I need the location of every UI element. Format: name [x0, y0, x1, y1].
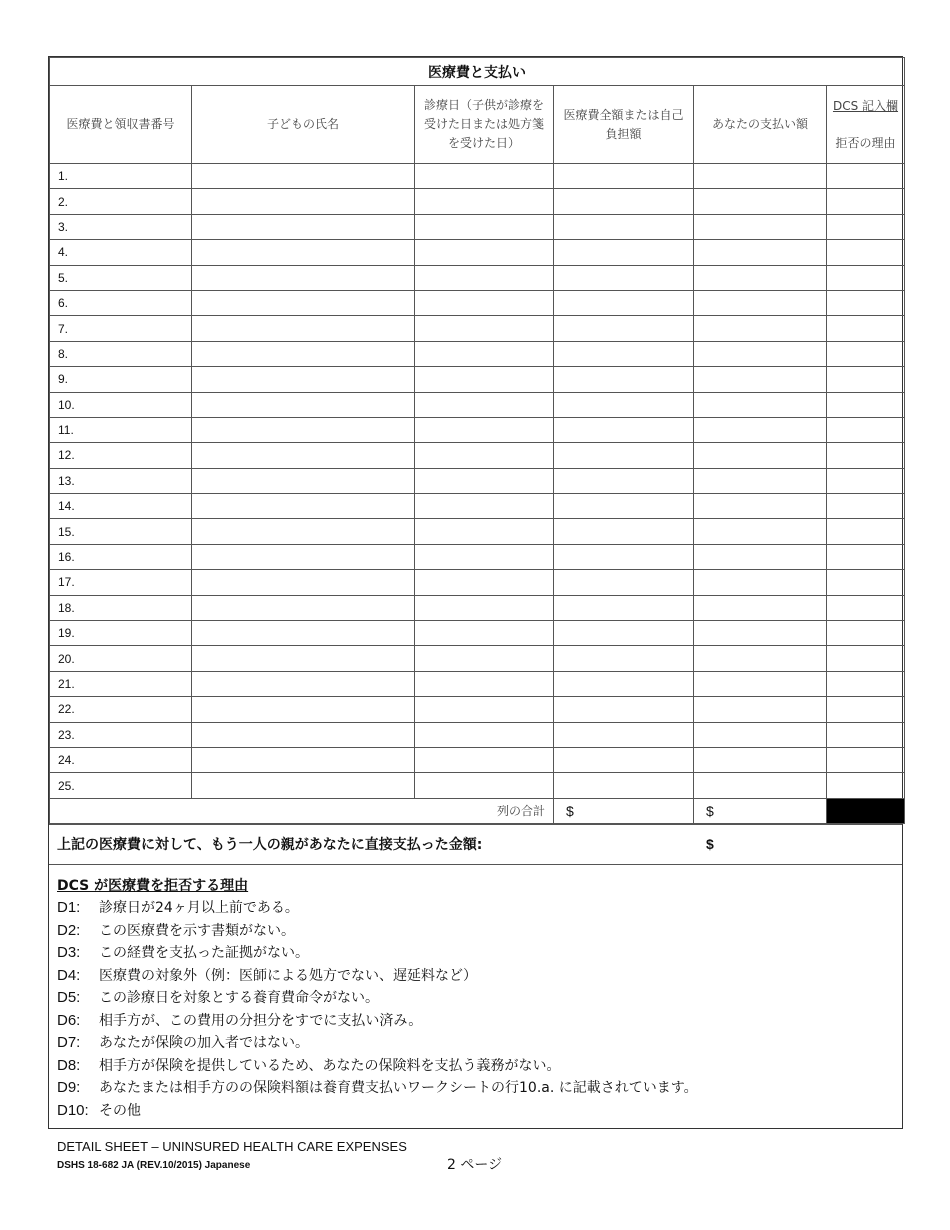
service-date-cell[interactable]	[415, 316, 554, 341]
row-number: 23.	[50, 722, 192, 747]
paid-amount-cell[interactable]	[694, 570, 827, 595]
service-date-cell[interactable]	[415, 646, 554, 671]
table-row	[50, 595, 905, 620]
header-child-name: 子どもの氏名	[192, 86, 415, 164]
paid-amount-cell[interactable]	[694, 747, 827, 772]
dcs-reason-cell[interactable]	[827, 392, 905, 417]
reason-item	[57, 987, 894, 1010]
service-date-cell[interactable]	[415, 265, 554, 290]
total-amount-cell[interactable]	[554, 697, 694, 722]
row-number: 15.	[50, 519, 192, 544]
total-amount-cell[interactable]	[554, 519, 694, 544]
dcs-subheader: 拒否の理由	[835, 135, 896, 150]
row-number: 3.	[50, 214, 192, 239]
row-number: 5.	[50, 265, 192, 290]
service-date-cell[interactable]	[415, 747, 554, 772]
reason-item	[57, 965, 894, 988]
paid-amount-cell[interactable]	[694, 417, 827, 442]
row-number: 21.	[50, 671, 192, 696]
total-amount-cell[interactable]	[554, 621, 694, 646]
table-row	[50, 519, 905, 544]
row-number: 8.	[50, 341, 192, 366]
table-row	[50, 341, 905, 366]
reason-code: D10:	[57, 1101, 89, 1119]
reason-text: 診療日が24ヶ月以上前である。	[99, 900, 299, 917]
dcs-reason-cell[interactable]	[827, 494, 905, 519]
service-date-cell[interactable]	[415, 468, 554, 493]
total-amount-cell[interactable]	[554, 443, 694, 468]
child-name-cell[interactable]	[192, 697, 415, 722]
denial-reasons	[49, 864, 902, 1129]
row-number: 18.	[50, 595, 192, 620]
dcs-reason-cell[interactable]	[827, 341, 905, 366]
dcs-reason-cell[interactable]	[827, 290, 905, 315]
table-row	[50, 646, 905, 671]
total-amount-cell[interactable]	[554, 367, 694, 392]
row-number: 7.	[50, 316, 192, 341]
reason-text: 相手方が、この費用の分担分をすでに支払い済み。	[99, 1012, 423, 1029]
total-amount-cell[interactable]	[554, 417, 694, 442]
total-amount-cell[interactable]	[554, 468, 694, 493]
paid-amount-cell[interactable]	[694, 621, 827, 646]
paid-amount-cell[interactable]	[694, 341, 827, 366]
row-number: 16.	[50, 544, 192, 569]
child-name-cell[interactable]	[192, 443, 415, 468]
reason-code: D9:	[57, 1079, 81, 1097]
service-date-cell[interactable]	[415, 544, 554, 569]
paid-amount-cell[interactable]	[694, 214, 827, 239]
child-name-cell[interactable]	[192, 316, 415, 341]
dcs-reason-cell[interactable]	[827, 189, 905, 214]
dcs-reason-cell[interactable]	[827, 544, 905, 569]
paid-amount-cell[interactable]	[694, 290, 827, 315]
service-date-cell[interactable]	[415, 290, 554, 315]
service-date-cell[interactable]	[415, 621, 554, 646]
total-amount-cell[interactable]	[554, 544, 694, 569]
row-number: 1.	[50, 164, 192, 189]
child-name-cell[interactable]	[192, 595, 415, 620]
row-number: 9.	[50, 367, 192, 392]
header-service-date: 診療日（子供が診療を受けた日または処方箋を受けた日）	[415, 86, 554, 164]
table-row	[50, 621, 905, 646]
dcs-reason-cell[interactable]	[827, 316, 905, 341]
paid-amount-cell[interactable]	[694, 646, 827, 671]
table-row	[50, 214, 905, 239]
dcs-reason-cell[interactable]	[827, 214, 905, 239]
header-total-amount: 医療費全額または自己負担額	[554, 86, 694, 164]
dcs-reason-cell[interactable]	[827, 595, 905, 620]
child-name-cell[interactable]	[192, 214, 415, 239]
service-date-cell[interactable]	[415, 697, 554, 722]
paid-amount-cell[interactable]	[694, 240, 827, 265]
child-name-cell[interactable]	[192, 621, 415, 646]
expense-table	[49, 57, 905, 824]
row-number: 24.	[50, 747, 192, 772]
row-number: 4.	[50, 240, 192, 265]
service-date-cell[interactable]	[415, 570, 554, 595]
table-row	[50, 417, 905, 442]
row-number: 22.	[50, 697, 192, 722]
total-label: 列の合計	[50, 798, 554, 823]
child-name-cell[interactable]	[192, 544, 415, 569]
reason-code: D4:	[57, 966, 81, 984]
dcs-reason-cell[interactable]	[827, 747, 905, 772]
reason-code: D6:	[57, 1011, 81, 1029]
dcs-reason-cell[interactable]	[827, 367, 905, 392]
table-row	[50, 494, 905, 519]
dcs-reason-cell[interactable]	[827, 671, 905, 696]
paid-amount-cell[interactable]	[694, 544, 827, 569]
reason-item	[57, 1032, 894, 1055]
reason-text: 医療費の対象外（例：医師による処方でない、遅延料など）	[99, 967, 477, 984]
service-date-cell[interactable]	[415, 443, 554, 468]
child-name-cell[interactable]	[192, 164, 415, 189]
row-number: 20.	[50, 646, 192, 671]
table-row	[50, 697, 905, 722]
table-title: 医療費と支払い	[50, 58, 905, 86]
paid-amount-cell[interactable]	[694, 722, 827, 747]
child-name-cell[interactable]	[192, 646, 415, 671]
reason-item	[57, 1077, 894, 1100]
table-row	[50, 265, 905, 290]
service-date-cell[interactable]	[415, 367, 554, 392]
dcs-reason-cell[interactable]	[827, 722, 905, 747]
total-amount-cell[interactable]	[554, 189, 694, 214]
service-date-cell[interactable]	[415, 214, 554, 239]
row-number: 19.	[50, 621, 192, 646]
reason-text: あなたが保険の加入者ではない。	[99, 1035, 309, 1052]
child-name-cell[interactable]	[192, 265, 415, 290]
table-row	[50, 468, 905, 493]
child-name-cell[interactable]	[192, 468, 415, 493]
row-number: 6.	[50, 290, 192, 315]
paid-amount-cell[interactable]	[694, 316, 827, 341]
total-amount-cell[interactable]	[554, 290, 694, 315]
paid-amount-cell[interactable]	[694, 519, 827, 544]
row-number: 14.	[50, 494, 192, 519]
total-amount-cell[interactable]	[554, 595, 694, 620]
service-date-cell[interactable]	[415, 189, 554, 214]
table-row	[50, 316, 905, 341]
other-parent-row	[49, 824, 902, 864]
reason-code: D7:	[57, 1034, 81, 1052]
total-amount-cell[interactable]	[554, 747, 694, 772]
table-row	[50, 392, 905, 417]
service-date-cell[interactable]	[415, 595, 554, 620]
child-name-cell[interactable]	[192, 417, 415, 442]
dcs-reason-cell[interactable]	[827, 773, 905, 798]
table-row	[50, 290, 905, 315]
table-row	[50, 544, 905, 569]
blacked-out-cell	[827, 798, 905, 823]
paid-amount-cell[interactable]	[694, 367, 827, 392]
reason-code: D8:	[57, 1056, 81, 1074]
child-name-cell[interactable]	[192, 341, 415, 366]
service-date-cell[interactable]	[415, 392, 554, 417]
table-row	[50, 189, 905, 214]
row-number: 25.	[50, 773, 192, 798]
total-amount-cell[interactable]	[554, 722, 694, 747]
paid-amount-cell[interactable]	[694, 671, 827, 696]
paid-amount-cell[interactable]	[694, 392, 827, 417]
child-name-cell[interactable]	[192, 747, 415, 772]
dcs-reason-cell[interactable]	[827, 164, 905, 189]
reason-text: この経費を支払った証拠がない。	[99, 945, 309, 962]
total-amount-cell[interactable]	[554, 316, 694, 341]
reason-code: D1:	[57, 899, 81, 917]
dcs-header: DCS 記入欄	[832, 98, 899, 113]
dcs-reason-cell[interactable]	[827, 240, 905, 265]
row-number: 12.	[50, 443, 192, 468]
reasons-title: DCS が医療費を拒否する理由	[57, 877, 249, 894]
dcs-reason-cell[interactable]	[827, 646, 905, 671]
service-date-cell[interactable]	[415, 164, 554, 189]
footer-form-number: DSHS 18-682 JA (REV.10/2015) Japanese	[57, 1160, 251, 1171]
reason-item	[57, 1010, 894, 1033]
service-date-cell[interactable]	[415, 417, 554, 442]
paid-amount-cell[interactable]	[694, 697, 827, 722]
header-dcs	[827, 86, 905, 164]
reason-text: この医療費を示す書類がない。	[99, 922, 295, 939]
table-row	[50, 240, 905, 265]
paid-amount-cell[interactable]	[694, 189, 827, 214]
table-row	[50, 443, 905, 468]
table-row	[50, 773, 905, 798]
table-row	[50, 747, 905, 772]
paid-amount-cell[interactable]	[694, 773, 827, 798]
service-date-cell[interactable]	[415, 494, 554, 519]
paid-amount-cell[interactable]	[694, 164, 827, 189]
total-amount-cell[interactable]	[554, 773, 694, 798]
child-name-cell[interactable]	[192, 671, 415, 696]
header-receipt-number: 医療費と領収書番号	[50, 86, 192, 164]
row-number: 2.	[50, 189, 192, 214]
row-number: 11.	[50, 417, 192, 442]
child-name-cell[interactable]	[192, 240, 415, 265]
row-number: 13.	[50, 468, 192, 493]
table-row	[50, 570, 905, 595]
total-amount-cell[interactable]	[554, 671, 694, 696]
row-number: 17.	[50, 570, 192, 595]
reason-text: 相手方が保険を提供しているため、あなたの保険料を支払う義務がない。	[99, 1057, 561, 1074]
reason-item	[57, 920, 894, 943]
reason-code: D5:	[57, 989, 81, 1007]
total-full-field[interactable]: $	[554, 798, 694, 823]
footer-title: DETAIL SHEET – UNINSURED HEALTH CARE EXPENSES	[57, 1139, 407, 1154]
total-amount-cell[interactable]	[554, 164, 694, 189]
paid-amount-cell[interactable]	[694, 443, 827, 468]
service-date-cell[interactable]	[415, 519, 554, 544]
dcs-reason-cell[interactable]	[827, 621, 905, 646]
service-date-cell[interactable]	[415, 341, 554, 366]
dcs-reason-cell[interactable]	[827, 265, 905, 290]
dcs-reason-cell[interactable]	[827, 519, 905, 544]
reason-item	[57, 897, 894, 920]
table-row	[50, 164, 905, 189]
other-parent-amount-field[interactable]: $	[706, 836, 714, 853]
reason-code: D3:	[57, 944, 81, 962]
dcs-reason-cell[interactable]	[827, 417, 905, 442]
reason-text: あなたまたは相手方のの保険料額は養育費支払いワークシートの行10.a. に記載されています。	[99, 1080, 698, 1097]
other-parent-label: 上記の医療費に対して、もう一人の親があなたに直接支払った金額:	[57, 837, 483, 854]
child-name-cell[interactable]	[192, 189, 415, 214]
page-number: 2 ページ	[447, 1157, 503, 1173]
header-paid-amount: あなたの支払い額	[694, 86, 827, 164]
reason-text: この診療日を対象とする養育費命令がない。	[99, 990, 379, 1007]
paid-amount-cell[interactable]	[694, 468, 827, 493]
child-name-cell[interactable]	[192, 570, 415, 595]
row-number: 10.	[50, 392, 192, 417]
expense-form	[48, 56, 903, 1129]
reason-code: D2:	[57, 921, 81, 939]
paid-amount-cell[interactable]	[694, 265, 827, 290]
total-amount-cell[interactable]	[554, 646, 694, 671]
service-date-cell[interactable]	[415, 722, 554, 747]
dcs-reason-cell[interactable]	[827, 443, 905, 468]
total-amount-cell[interactable]	[554, 392, 694, 417]
dcs-reason-cell[interactable]	[827, 570, 905, 595]
total-amount-cell[interactable]	[554, 341, 694, 366]
paid-amount-cell[interactable]	[694, 595, 827, 620]
dcs-reason-cell[interactable]	[827, 468, 905, 493]
reason-text: その他	[99, 1102, 141, 1119]
reason-item	[57, 1100, 894, 1123]
child-name-cell[interactable]	[192, 519, 415, 544]
child-name-cell[interactable]	[192, 722, 415, 747]
reason-item	[57, 942, 894, 965]
total-amount-cell[interactable]	[554, 570, 694, 595]
total-amount-cell[interactable]	[554, 494, 694, 519]
service-date-cell[interactable]	[415, 773, 554, 798]
reason-item	[57, 1055, 894, 1078]
child-name-cell[interactable]	[192, 367, 415, 392]
child-name-cell[interactable]	[192, 392, 415, 417]
child-name-cell[interactable]	[192, 773, 415, 798]
table-row	[50, 722, 905, 747]
service-date-cell[interactable]	[415, 671, 554, 696]
total-amount-cell[interactable]	[554, 265, 694, 290]
table-row	[50, 367, 905, 392]
total-amount-cell[interactable]	[554, 214, 694, 239]
total-paid-field[interactable]: $	[694, 798, 827, 823]
child-name-cell[interactable]	[192, 290, 415, 315]
dcs-reason-cell[interactable]	[827, 697, 905, 722]
table-row	[50, 671, 905, 696]
paid-amount-cell[interactable]	[694, 494, 827, 519]
total-amount-cell[interactable]	[554, 240, 694, 265]
service-date-cell[interactable]	[415, 240, 554, 265]
child-name-cell[interactable]	[192, 494, 415, 519]
